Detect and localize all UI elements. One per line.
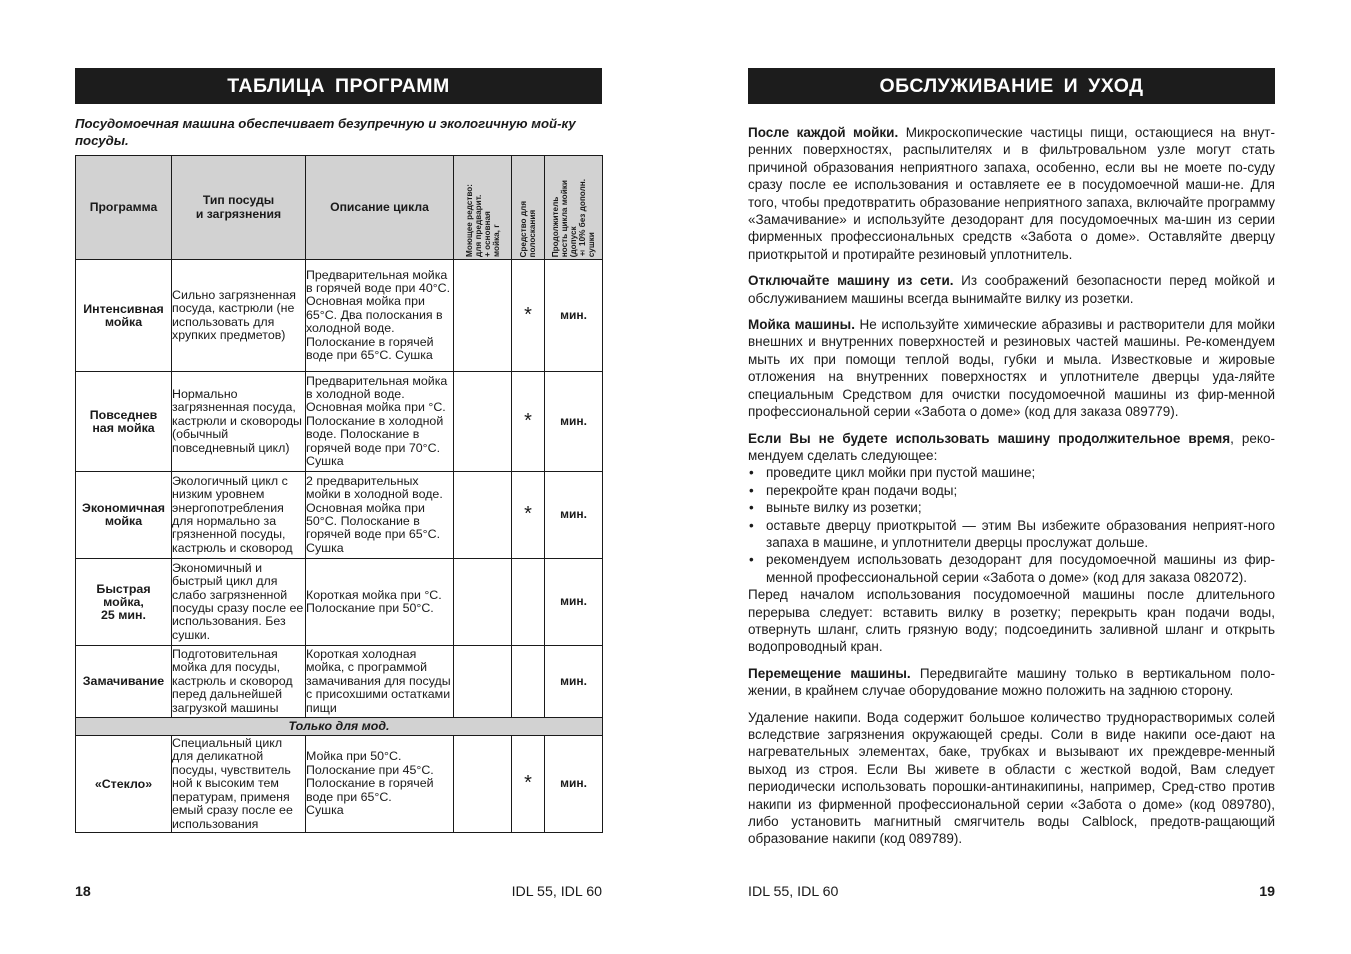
detergent-amount <box>454 472 512 559</box>
table-row <box>76 736 603 833</box>
models-only-label: Только для мод. <box>76 718 603 736</box>
program-name: Замачивание <box>76 646 172 718</box>
paragraph-restart: Перед началом использования посудомоечной машины после длительного перерыва следует: вставить вилку в розетку; перекрыть кран подачи воды, отвернуть шланг, слить грязную воду; подсоединить заливной шланг и открыть водопроводный кран. <box>748 587 1275 655</box>
cycle-description: 2 предварительных мойки в холодной воде. Основная мойка при 50°C. Полоскание в горячей воде при 65°C. Сушка <box>306 472 454 559</box>
header-detergent: Моющее редство: для предварит. + основная мойка, г <box>454 156 512 260</box>
list-item-text: проведите цикл мойки при пустой машине; <box>766 465 1036 481</box>
duration-value: мин. <box>545 559 603 646</box>
paragraph-after-wash <box>748 124 1275 263</box>
cycle-description: Предварительная мойка в холодной воде. Основная мойка при °C. Полоскание в холодной воде. Полоскание в горячей воде при 70°C. Сушка <box>306 372 454 472</box>
absence-steps-list <box>748 464 1275 586</box>
program-name: Экономичная мойка <box>76 472 172 559</box>
list-item <box>748 499 1275 516</box>
program-table <box>75 155 603 833</box>
page-title-programs: ТАБЛИЦА ПРОГРАММ <box>75 68 602 104</box>
detergent-amount <box>454 559 512 646</box>
paragraph-unplug <box>748 272 1275 307</box>
list-item-text: перекройте кран подачи воды; <box>766 482 958 498</box>
paragraph-descaling: Удаление накипи. Вода содержит большое количество труднорастворимых солей вследствие загрязнения окружающей среды. Соли в виде накипи осе-дают на нагревательных элементах, баке, трубках и вызывают их преждевре-менный выход из строя. Если Вы живете в области с жесткой водой, Вам следует периодически использовать порошки-антинакипины, например, Сред-ство против накипи из фирменной профессиональной серии «Забота о доме» (код 089780), либо установить магнитный смягчитель воды Calblock, предотв-ращающий образование накипи (код 089789). <box>748 709 1275 847</box>
list-item <box>748 482 1275 499</box>
dish-type: Нормально загрязненная посуда, кастрюли и сковороды (обычный повседневный цикл) <box>172 372 306 472</box>
left-page <box>75 0 602 954</box>
detergent-amount <box>454 736 512 833</box>
paragraph-heading: После каждой мойки. <box>748 125 899 140</box>
maintenance-text <box>748 124 1275 857</box>
duration-value: мин. <box>545 372 603 472</box>
program-name: «Стекло» <box>76 736 172 833</box>
paragraph-heading: Перемещение машины. <box>748 665 911 681</box>
list-item-text: рекомендуем использовать дезодорант для посудомоечной машины из фир-менной профессиональной серии «Забота о доме» (код для заказа 082072). <box>766 552 1275 585</box>
duration-value: мин. <box>545 736 603 833</box>
page-title-maintenance: ОБСЛУЖИВАНИЕ И УХОД <box>748 68 1275 104</box>
duration-value: мин. <box>545 646 603 718</box>
bullet-icon: • <box>749 517 754 533</box>
cycle-description: Короткая мойка при °C. Полоскание при 50°C. <box>306 559 454 646</box>
cycle-description: Короткая холодная мойка, с программой замачивания для посуды с присохшими остатками пищи <box>306 646 454 718</box>
paragraph-heading: Если Вы не будете использовать машину продолжительное время <box>748 430 1231 446</box>
right-page <box>748 0 1275 954</box>
list-item-text: выньте вилку из розетки; <box>766 500 922 516</box>
rinse-aid-mark: * <box>512 472 545 559</box>
table-row <box>76 646 603 718</box>
detergent-amount <box>454 372 512 472</box>
bullet-icon: • <box>749 552 754 568</box>
table-row <box>76 559 603 646</box>
paragraph-moving <box>748 665 1275 700</box>
table-row <box>76 472 603 559</box>
paragraph-body: Передвигайте машину только в вертикальном поло-жении, в крайнем случае оборудование можно положить на заднюю сторону. <box>748 665 1275 699</box>
rinse-aid-mark <box>512 559 545 646</box>
paragraph-heading: Мойка машины. <box>748 317 855 333</box>
page-number-right: 19 <box>1259 884 1275 900</box>
cycle-description: Предварительная мойка в горячей воде при 40°C. Основная мойка при 65°C. Два полоскания в холодной воде. Полоскание в горячей воде при 65°C. Сушка <box>306 260 454 372</box>
list-item <box>748 551 1275 586</box>
paragraph-body: Из соображений безопасности перед мойкой и обслуживанием машины всегда вынимайте вилку из розетки. <box>748 273 1275 306</box>
list-item <box>748 517 1275 552</box>
program-name: Быстрая мойка, 25 мин. <box>76 559 172 646</box>
rinse-aid-mark <box>512 646 545 718</box>
intro-text: Посудомоечная машина обеспечивает безупречную и экологичную мой-ку посуды. <box>75 116 576 148</box>
rinse-aid-mark: * <box>512 372 545 472</box>
paragraph-body: , реко-мендуем сделать следующее: <box>748 430 1275 463</box>
dish-type: Специальный цикл для деликатной посуды, чувствитель ной к высоким тем пературам, применя емый сразу после ее использования <box>172 736 306 833</box>
bullet-icon: • <box>749 500 754 516</box>
paragraph-washing-machine <box>748 316 1275 420</box>
dish-type: Сильно загрязненная посуда, кастрюли (не использовать для хрупких предметов) <box>172 260 306 372</box>
header-cycle-description: Описание цикла <box>306 156 454 260</box>
paragraph-body: Микроскопические частицы пищи, остающиеся на внут-ренних поверхностях, распылителях и в фильтровальном узле могут стать причиной образования неприятного запаха, особенно, если вы не моете по-суду сразу после ее использования и оставляете ее в посудомоечной маши-не. Для того, чтобы предотвратить образование неприятного запаха, включайте программу «Замачивание» и используйте дезодорант для посудомоечных ма-шин из серии фирменных профессиональных средств «Забота о доме». Оставляйте дверцу приоткрытой и протирайте резиновый уплотнитель. <box>748 125 1275 262</box>
program-name: Повседнев ная мойка <box>76 372 172 472</box>
dish-type: Экономичный и быстрый цикл для слабо загрязненной посуды сразу после ее использования. Без сушки. <box>172 559 306 646</box>
model-label-left: IDL 55, IDL 60 <box>511 884 602 900</box>
duration-value: мин. <box>545 472 603 559</box>
table-header-row <box>76 156 603 260</box>
list-item <box>748 464 1275 481</box>
table-row <box>76 260 603 372</box>
rinse-aid-mark: * <box>512 736 545 833</box>
page-number-left: 18 <box>75 884 91 900</box>
paragraph-body: Не используйте химические абразивы и растворители для мойки внешних и внутренних поверхностей и резиновых частей машины. Ре-комендуем мыть их при помощи теплой воды, губки и мыла. Известковые и жировые отложения на внутренних поверхностях и уплотнителе дверцы уда-ляйте специальным Средством для очистки посудомоечной машины из фир-менной профессиональной серии «Забота о доме» (код для заказа 089779). <box>748 317 1275 420</box>
program-name: Интенсивная мойка <box>76 260 172 372</box>
paragraph-long-absence <box>748 430 1275 465</box>
table-subheader-row <box>76 718 603 736</box>
bullet-icon: • <box>749 482 754 498</box>
header-duration: Продолжитель ность цикла мойки (допуск ± 10% без дополн. сушки <box>545 156 603 260</box>
detergent-amount <box>454 646 512 718</box>
table-row <box>76 372 603 472</box>
duration-value: мин. <box>545 260 603 372</box>
detergent-amount <box>454 260 512 372</box>
list-item-text: оставьте дверцу приоткрытой — этим Вы избежите образования неприят-ного запаха в машине, и уплотнители дверцы прослужат дольше. <box>766 517 1275 550</box>
header-rinse-aid: Средство для полоскания <box>512 156 545 260</box>
rinse-aid-mark: * <box>512 260 545 372</box>
header-program: Программа <box>76 156 172 260</box>
dish-type: Подготовительная мойка для посуды, кастрюль и сковород перед дальнейшей загрузкой машины <box>172 646 306 718</box>
bullet-icon: • <box>749 465 754 481</box>
paragraph-heading: Отключайте машину из сети. <box>748 273 954 289</box>
dish-type: Экологичный цикл с низким уровнем энергопотребления для нормально за грязненной посуды, кастрюль и сковород <box>172 472 306 559</box>
model-label-right: IDL 55, IDL 60 <box>748 884 839 900</box>
header-dish-type: Тип посуды и загрязнения <box>172 156 306 260</box>
cycle-description: Мойка при 50°C. Полоскание при 45°C. Полоскание в горячей воде при 65°C. Сушка <box>306 736 454 833</box>
